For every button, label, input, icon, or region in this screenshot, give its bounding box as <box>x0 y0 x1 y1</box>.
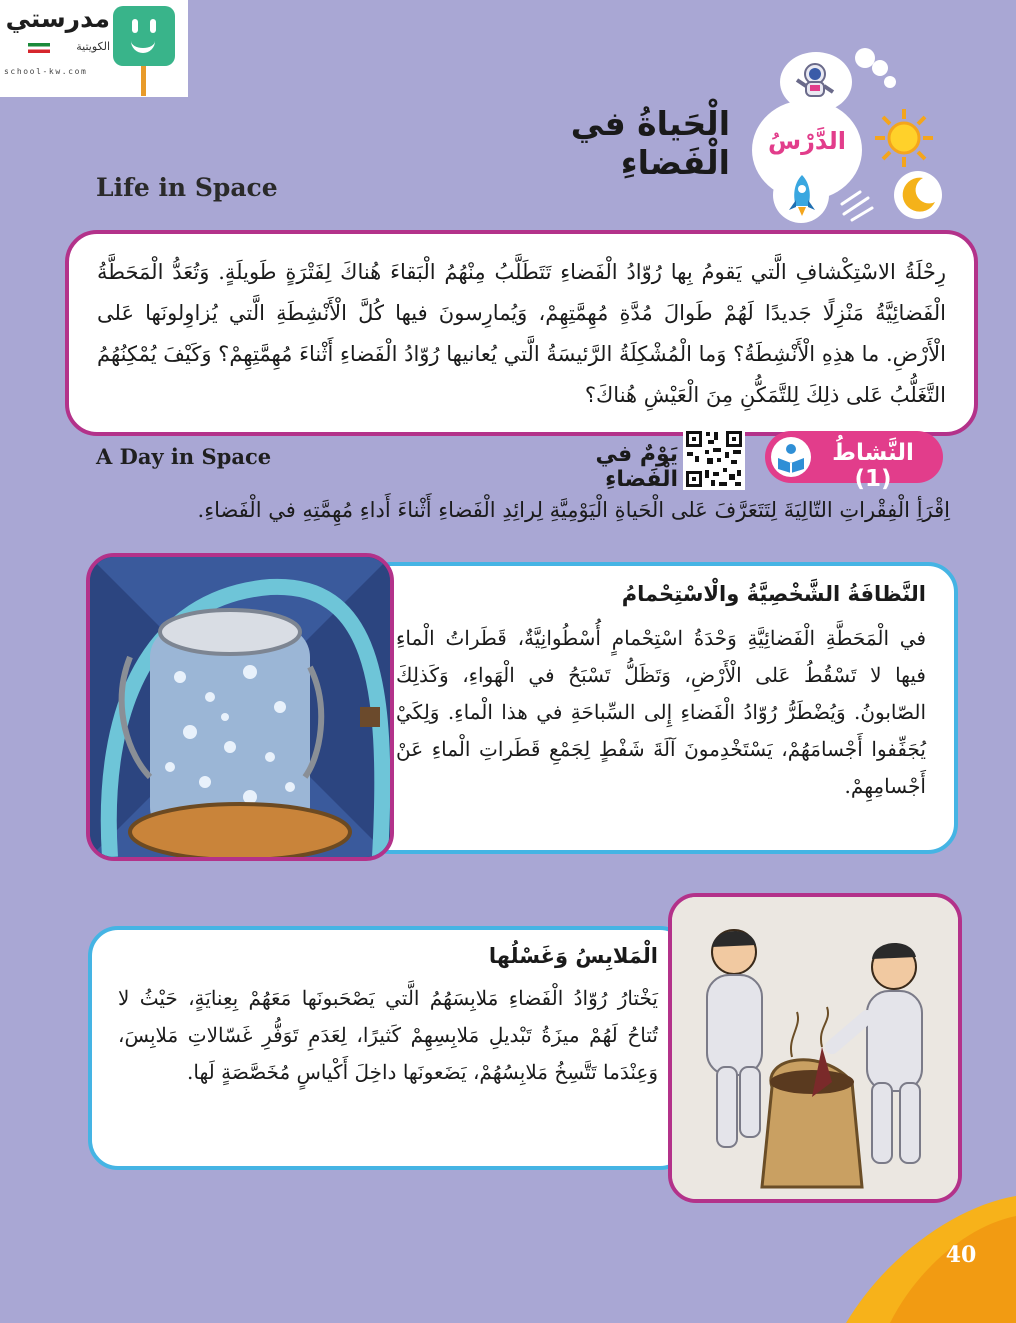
intro-box <box>65 230 978 436</box>
astronaut-icon <box>793 60 839 104</box>
shower-unit-illustration <box>86 553 394 861</box>
clothes-heading: الْمَلابِسُ وَغَسْلُها <box>488 944 658 968</box>
logo-mark-icon <box>113 6 175 66</box>
lesson-title-english: Life in Space <box>96 173 278 202</box>
reading-icon <box>770 436 812 478</box>
hygiene-text: في الْمَحَطَّةِ الْفَضائِيَّةِ وَحْدَةُ اسْتِحْمامٍ أُسْطُوانِيَّةٌ، قَطَراتُ الْماءِ فيها لا تَسْقُطُ عَلى الْأَرْضِ، وَتَظَلُّ تَسْبَحُ في الْهَواءِ، وَكَذلِكَ الصّابونُ. وَيُضْطَرُّ رُوّادُ الْفَضاءِ إِلى السِّباحَةِ في هذا الْماءِ. وَلِكَيْ يُجَفِّفوا أَجْسامَهُمْ، يَسْتَخْدِمونَ آلَةَ شَفْطٍ لِجَمْعِ قَطَراتِ الْماءِ عَنْ أَجْسامِهِمْ. <box>396 626 926 798</box>
hygiene-card <box>360 562 958 854</box>
rocket-icon <box>783 172 821 218</box>
page-number: 40 <box>945 1242 977 1268</box>
activity-title-arabic: يَوْمٌ في الْفَضاءِ <box>595 442 678 492</box>
lesson-title-arabic: الْحَياةُ في الْفَضاءِ <box>570 104 730 182</box>
hygiene-heading: النَّظافَةُ الشَّخْصِيَّةُ والْاسْتِحْمامُ <box>621 582 926 606</box>
logo-subtitle: الكويتية <box>76 40 110 53</box>
page-number-tab <box>846 1196 1016 1323</box>
intro-text: رِحْلَةُ الاسْتِكْشافِ الَّتي يَقومُ بِها رُوّادُ الْفَضاءِ تَتَطَلَّبُ مِنْهُمُ الْبَقاءَ هُناكَ لِفَتْرَةٍ طَويلَةٍ. وَتُعَدُّ الْمَحَطَّةُ الْفَضائِيَّةُ مَنْزِلًا جَديدًا لَهُمْ طَوالَ مُدَّةِ مُهِمَّتِهِمْ، وَيُمارِسونَ فيها كُلَّ الْأَنْشِطَةِ الَّتي يُزاوِلونَها عَلى الْأَرْضِ. ما هذِهِ الْأَنْشِطَةُ؟ وَما الْمُشْكِلَةُ الرَّئيسَةُ الَّتي يُعانيها رُوّادُ الْفَضاءِ أَثْناءَ مُهِمَّتِهِمْ؟ وَكَيْفَ يُمْكِنُهُمُ التَّغَلُّبُ عَلى ذلِكَ لِلتَّمَكُّنِ مِنَ الْعَيْشِ هُناكَ؟ <box>97 260 946 407</box>
logo-name: مدرستي <box>5 4 110 33</box>
astronauts-laundry-illustration <box>668 893 962 1203</box>
bubble-dot <box>872 60 888 76</box>
activity-instruction: اِقْرَأِ الْفِقْراتِ التّالِيَةَ لِتَتَعَرَّفَ عَلى الْحَياةِ الْيَوْمِيَّةِ لِرائِدِ الْفَضاءِ أَثْناءَ أَداءِ مُهِمَّتِهِ في الْفَضاءِ. <box>197 498 950 522</box>
moon-icon <box>893 170 943 220</box>
clothes-card <box>88 926 690 1170</box>
lesson-label: الدَّرْسُ <box>767 127 847 155</box>
bubble-dot <box>884 76 896 88</box>
activity-label: النَّشاطُ (1) <box>832 440 914 492</box>
sun-icon <box>873 107 935 169</box>
logo-url: school-kw.com <box>4 67 88 76</box>
qr-code-icon[interactable] <box>683 428 745 490</box>
shooting-stars-icon <box>838 178 882 222</box>
activity-title-english: A Day in Space <box>96 444 272 469</box>
clothes-text: يَخْتارُ رُوّادُ الْفَضاءِ مَلابِسَهُمُ الَّتي يَصْحَبونَها مَعَهُمْ بِعِنايَةٍ، حَيْثُ لا تُتاحُ لَهُمْ ميزَةُ تَبْديلِ مَلابِسِهِمْ كَثيرًا، لِعَدَمِ تَوَفُّرِ غَسّالاتِ مَلابِسَ، وَعِنْدَما تَتَّسِخُ مَلابِسُهُمْ، يَضَعونَها داخِلَ أَكْياسٍ مُخَصَّصَةٍ لَها. <box>118 986 658 1084</box>
logo-pencil-icon <box>141 66 146 96</box>
